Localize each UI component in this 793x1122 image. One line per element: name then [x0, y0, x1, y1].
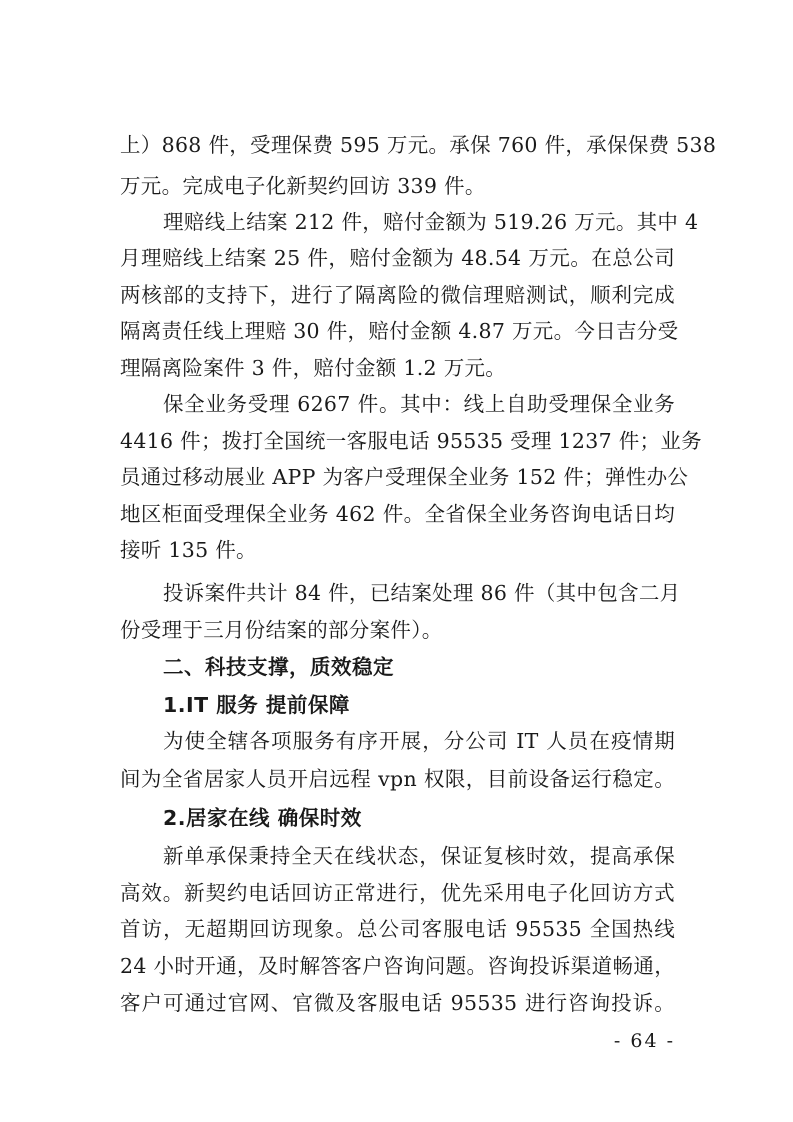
- section-heading: 二、科技支撑，质效稳定: [163, 655, 394, 679]
- paragraph-line: 两核部的支持下，进行了隔离险的微信理赔测试，顺利完成: [120, 283, 675, 307]
- paragraph-line: 投诉案件共计 84 件，已结案处理 86 件（其中包含二月: [163, 581, 681, 605]
- subsection-heading: 1.IT 服务 提前保障: [163, 693, 350, 717]
- paragraph-line: 地区柜面受理保全业务 462 件。全省保全业务咨询电话日均: [120, 502, 675, 526]
- paragraph-line: 为使全辖各项服务有序开展，分公司 IT 人员在疫情期: [163, 729, 675, 753]
- paragraph-line: 客户可通过官网、官微及客服电话 95535 进行咨询投诉。: [120, 991, 675, 1015]
- subsection-heading: 2.居家在线 确保时效: [163, 806, 362, 830]
- paragraph-line: 员通过移动展业 APP 为客户受理保全业务 152 件；弹性办公: [120, 465, 689, 489]
- paragraph-line: 4416 件；拨打全国统一客服电话 95535 受理 1237 件；业务: [120, 429, 702, 453]
- page-number: - 64 -: [613, 1030, 675, 1052]
- paragraph-line: 隔离责任线上理赔 30 件，赔付金额 4.87 万元。今日吉分受: [120, 319, 679, 343]
- paragraph-line: 24 小时开通，及时解答客户咨询问题。咨询投诉渠道畅通，: [120, 954, 675, 978]
- paragraph-line: 保全业务受理 6267 件。其中：线上自助受理保全业务: [163, 392, 675, 416]
- paragraph-line: 理赔线上结案 212 件，赔付金额为 519.26 万元。其中 4: [163, 210, 699, 234]
- paragraph-line: 首访，无超期回访现象。总公司客服电话 95535 全国热线: [120, 917, 675, 941]
- paragraph-line: 理隔离险案件 3 件，赔付金额 1.2 万元。: [120, 356, 507, 380]
- paragraph-line: 间为全省居家人员开启远程 vpn 权限，目前设备运行稳定。: [120, 767, 675, 791]
- paragraph-line: 月理赔线上结案 25 件，赔付金额为 48.54 万元。在总公司: [120, 246, 675, 270]
- paragraph-line: 份受理于三月份结案的部分案件）。: [120, 618, 443, 642]
- paragraph-line: 上）868 件，受理保费 595 万元。承保 760 件，承保保费 538: [120, 133, 717, 157]
- paragraph-line: 万元。完成电子化新契约回访 339 件。: [120, 174, 486, 198]
- paragraph-line: 新单承保秉持全天在线状态，保证复核时效，提高承保: [163, 844, 675, 868]
- paragraph-line: 接听 135 件。: [120, 538, 257, 562]
- paragraph-line: 高效。新契约电话回访正常进行，优先采用电子化回访方式: [120, 881, 675, 905]
